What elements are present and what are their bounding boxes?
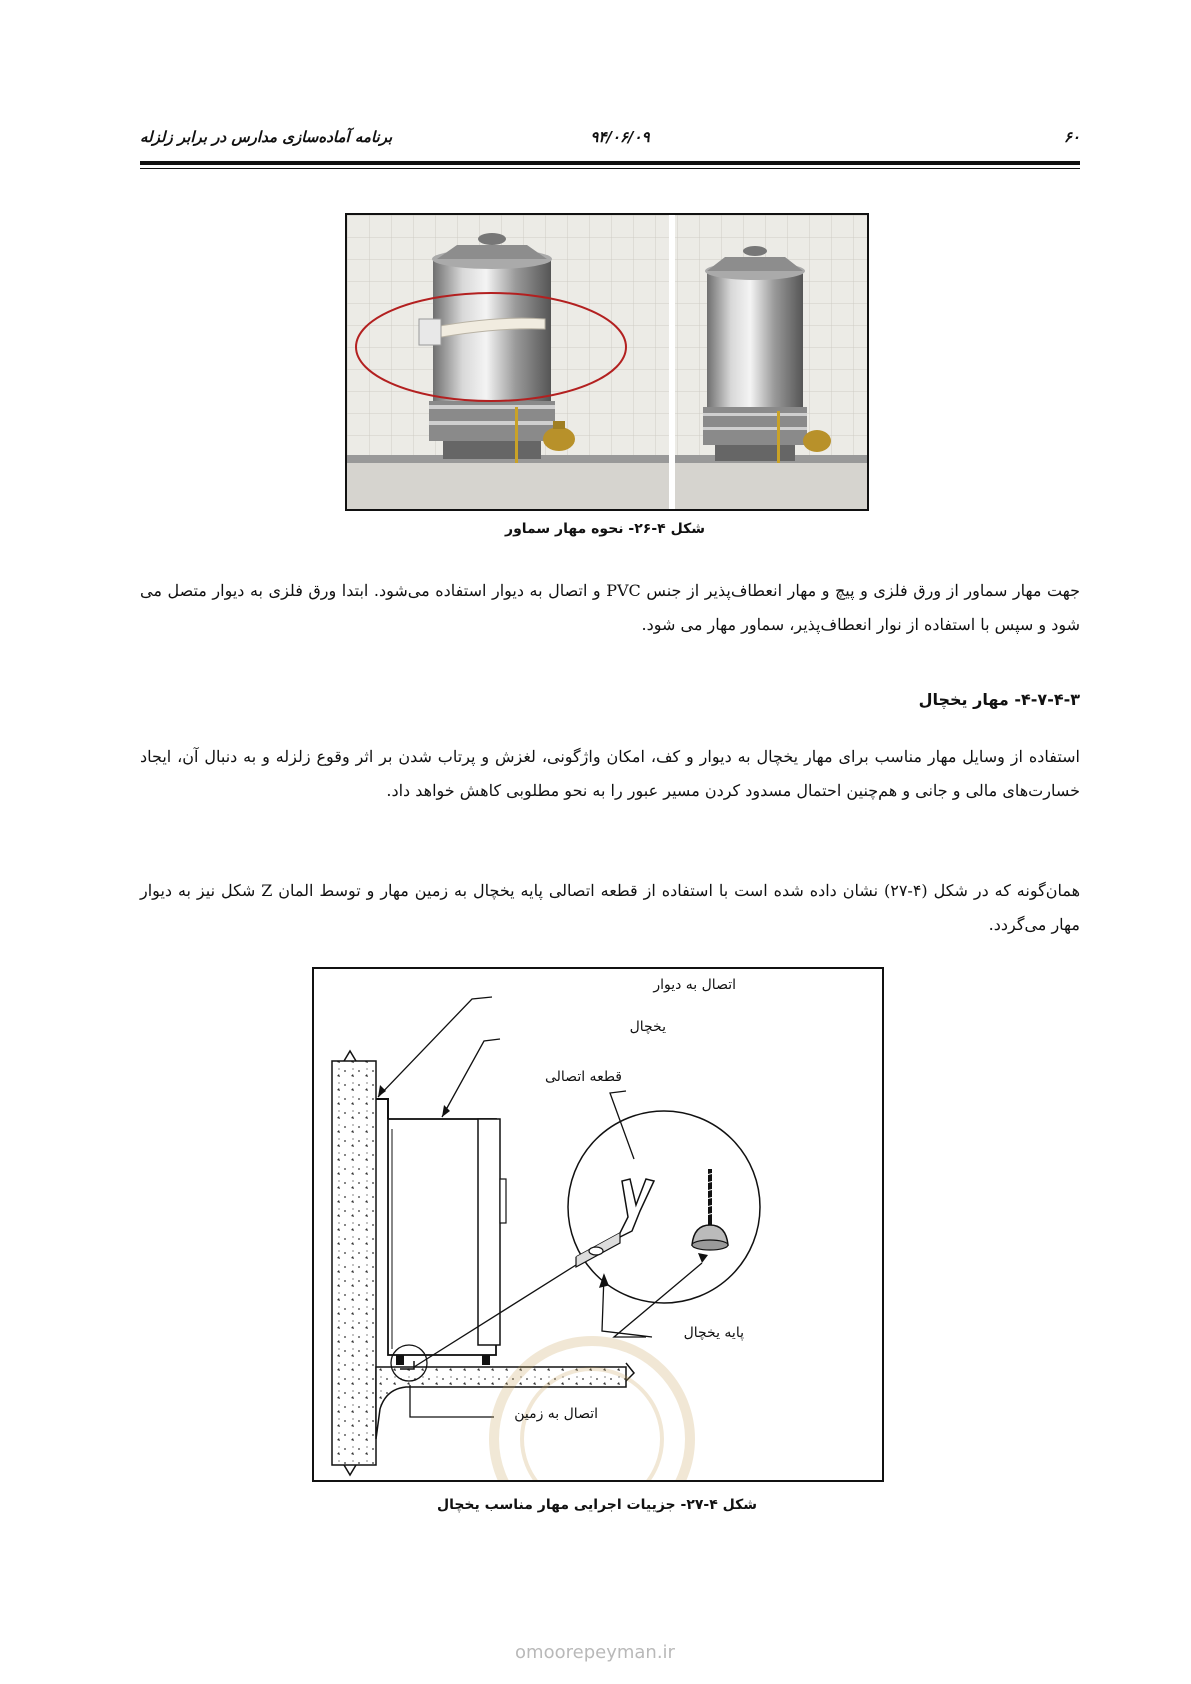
refrigerator-diagram-figure [312,967,884,1482]
samovar-photos [347,215,867,509]
header-rule-thick [140,161,1080,165]
paragraph-refrigerator: استفاده از وسایل مهار مناسب برای مهار یخچال به دیوار و کف، امکان واژگونی، لغزش و پرتاب شدن بر اثر وقوع زلزله و به دنبال آن، ایجاد خسارت‌های مالی و جانی و هم‌چنین احتمال مسدود کردن مسیر عبور را به نحو مطلوبی کاهش خواهد داد. [140,747,1081,800]
label-fridge-leg: پایه یخچال [683,1325,744,1341]
section-title: ۴-۷-۴-۳- مهار یخچال [918,690,1080,709]
samovar-photo-figure [345,213,869,511]
watermark-url: omoorepeyman.ir [515,1642,675,1663]
detail-magnifier [568,1111,760,1303]
figure1-caption: شکل ۴-۲۶- نحوه مهار سماور [505,521,705,537]
wall [332,1051,376,1475]
label-connector: قطعه اتصالی [544,1069,622,1085]
header-rule-thin [140,168,1080,169]
page-number: ۶۰ [1063,128,1080,146]
label-refrigerator: یخچال [629,1019,666,1035]
photo-left [347,215,669,509]
header-title: برنامه آماده‌سازی مدارس در برابر زلزله [140,128,393,146]
figure2-caption: شکل ۴-۲۷- جزییات اجرایی مهار مناسب یخچال [436,1497,758,1513]
paragraph-figure-reference: همان‌گونه که در شکل (۴-۲۷) نشان داده شده است با استفاده از قطعه اتصالی پایه یخچال به زمین مهار و توسط المان Z شکل نیز به دیوار مهار می‌گردد. [140,881,1081,934]
refrigerator [388,1119,506,1365]
paragraph-samovar: جهت مهار سماور از ورق فلزی و پیچ و مهار انعطاف‌پذیر از جنس PVC و اتصال به دیوار استفاده می‌شود. ابتدا ورق فلزی به دیوار متصل می شود و سپس با استفاده از نوار انعطاف‌پذیر، سماور مهار می شود. [140,581,1080,634]
refrigerator-diagram [314,969,882,1480]
photo-right [675,215,867,509]
label-wall-connection: اتصال به دیوار [653,977,736,993]
header-date: ۹۴/۰۶/۰۹ [590,128,650,146]
label-floor-connection: اتصال به زمین [514,1406,598,1422]
